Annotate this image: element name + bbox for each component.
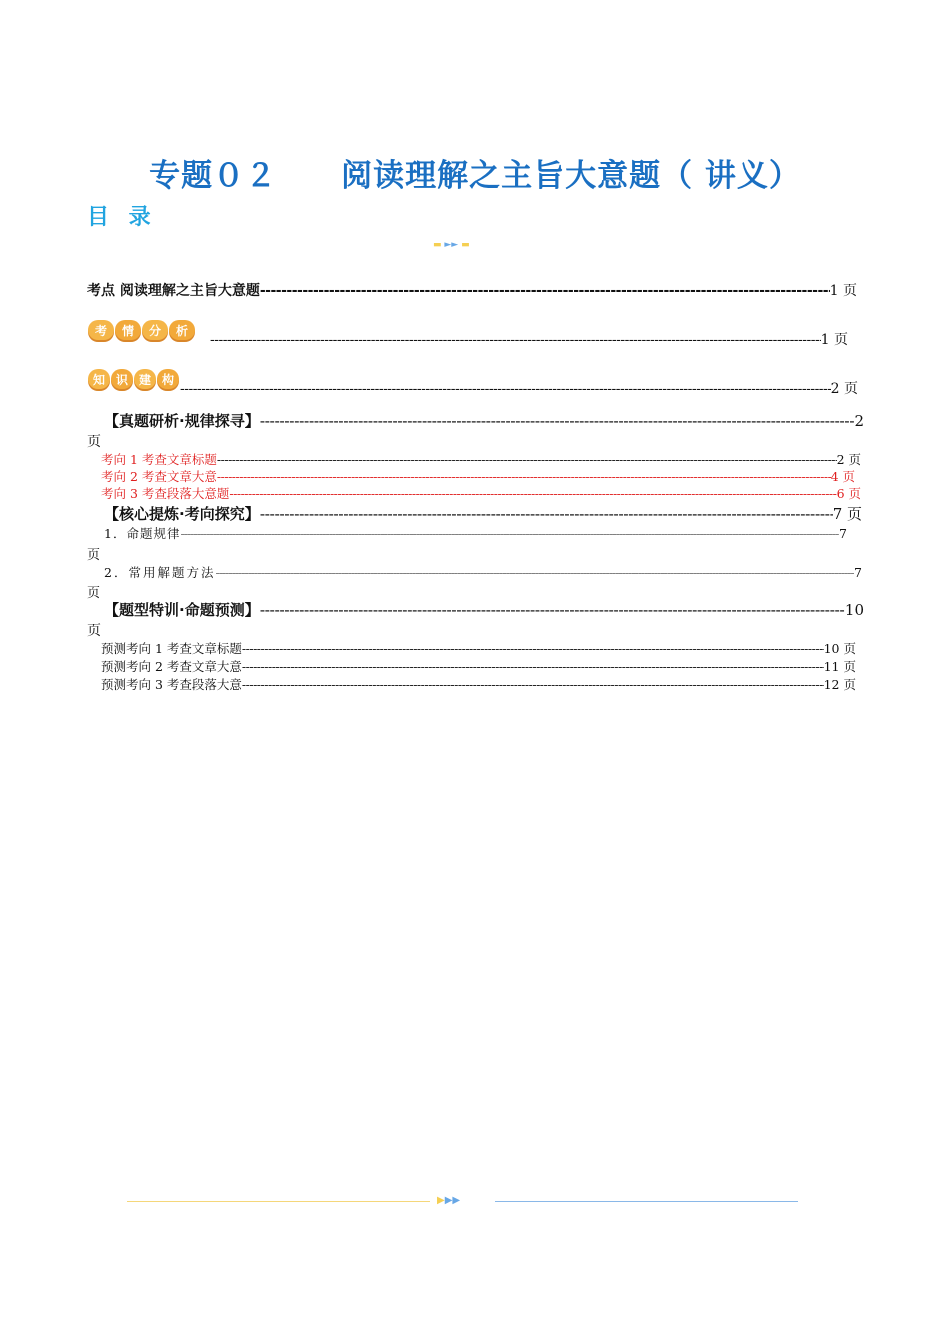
toc-page: 11 页 [823,659,856,674]
toc-page: 6 页 [836,486,861,501]
toc-item-training[interactable] [104,599,864,620]
toc-label: 预测考向 3 考查段落大意 [101,677,242,692]
arrow-ornament-icon: ▬ ►► ▬ [433,240,470,250]
toc-item-prediction-3[interactable] [101,675,856,693]
toc-page: 7 [839,526,848,541]
toc-leader [180,381,831,397]
footer-rule-right [495,1201,798,1202]
toc-item-direction-3[interactable] [101,484,861,502]
toc-leader [215,565,854,580]
toc-leader [229,486,836,501]
toc-item-rule-1[interactable] [104,524,848,542]
knowledge-badge-icon: 知 识 建 构 [88,369,179,389]
toc-leader [210,332,821,348]
toc-leader [180,526,839,541]
toc-leader [242,641,824,656]
toc-item-prediction-2[interactable] [101,657,856,675]
toc-item-research[interactable] [104,410,864,431]
toc-label: 1．命题规律 [104,526,181,541]
toc-page: 2 [854,412,864,430]
toc-page: 1 页 [820,332,848,348]
toc-item-core[interactable] [104,503,862,524]
toc-label: 【核心提炼·考向探究】 [104,505,260,523]
toc-item-rule-2[interactable] [104,563,864,581]
toc-page-wrap: 页 [87,548,101,563]
toc-page: 7 [854,565,864,580]
toc-leader [260,283,830,299]
toc-leader [242,659,824,674]
toc-item-analysis[interactable] [210,329,848,349]
toc-page: 4 页 [830,469,855,484]
toc-item-direction-1[interactable] [101,450,861,468]
toc-page: 2 页 [836,452,861,467]
toc-heading: 目 录 [87,205,157,230]
toc-leader [217,469,831,484]
toc-leader [242,677,824,692]
toc-label: 【真题研析·规律探寻】 [104,412,260,430]
toc-label: 考向 2 考查文章大意 [101,469,217,484]
toc-item-direction-2[interactable] [101,467,855,485]
toc-page: 10 [844,601,864,619]
toc-page: 7 页 [832,505,862,523]
toc-item-point[interactable] [87,280,857,300]
toc-leader [260,412,855,430]
toc-page-wrap: 页 [87,623,101,639]
footer-arrow-icon: ▶▶▶ [437,1195,461,1206]
toc-leader [260,505,833,523]
toc-page: 1 页 [829,283,857,299]
toc-label: 预测考向 1 考查文章标题 [101,641,242,656]
toc-label: 2．常用解题方法 [104,565,216,580]
toc-item-knowledge[interactable] [180,378,858,398]
toc-label: 预测考向 2 考查文章大意 [101,659,242,674]
toc-label: 【题型特训·命题预测】 [104,601,260,619]
toc-item-prediction-1[interactable] [101,639,856,657]
toc-page-wrap: 页 [87,586,101,601]
analysis-badge-icon: 考 情 分 析 [88,320,195,340]
toc-page: 2 页 [830,381,858,397]
toc-label: 考向 1 考查文章标题 [101,452,217,467]
footer-rule-left [127,1201,430,1202]
toc-leader [217,452,837,467]
toc-page: 10 页 [823,641,856,656]
toc-label: 考点 阅读理解之主旨大意题 [87,283,260,299]
toc-page: 12 页 [823,677,856,692]
toc-leader [260,601,845,619]
toc-label: 考向 3 考查段落大意题 [101,486,230,501]
toc-page-wrap: 页 [87,434,101,450]
page-title: 专题０２ 阅读理解之主旨大意题（ 讲义） [149,158,801,194]
